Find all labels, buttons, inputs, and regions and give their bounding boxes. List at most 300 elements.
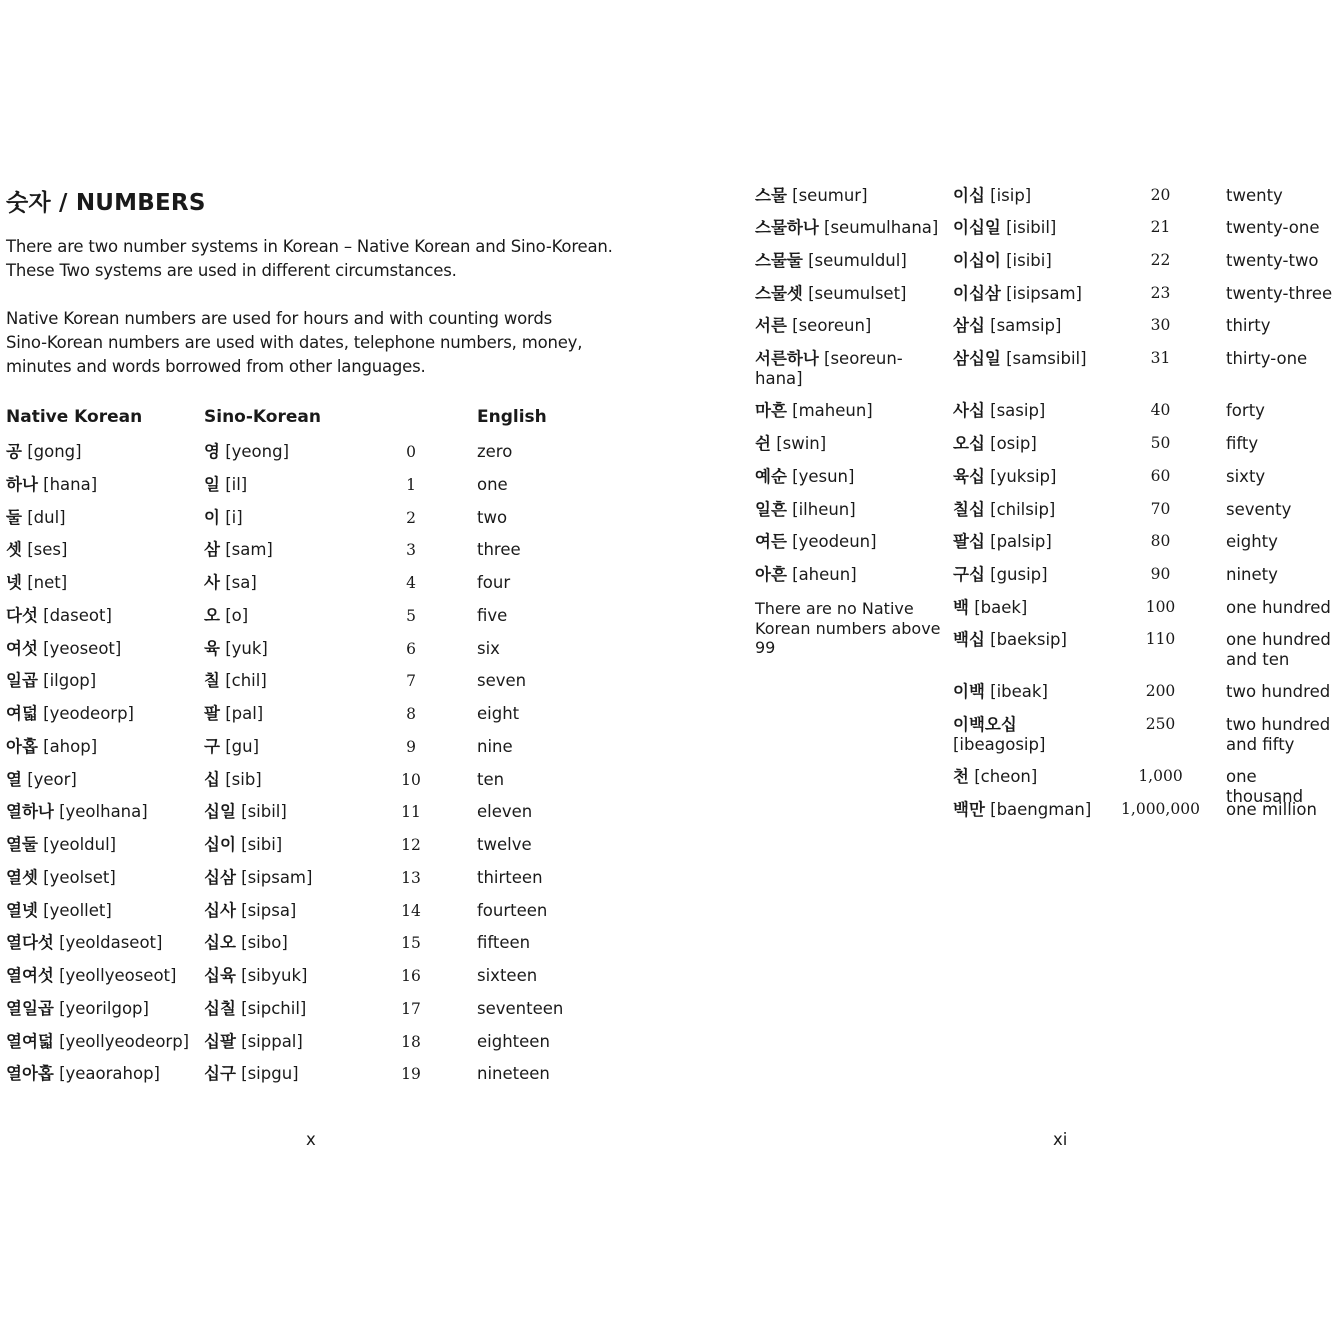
table-row [0, 800, 668, 830]
sino-hangul: 백만 [953, 800, 985, 819]
native-hangul: 다섯 [6, 605, 38, 625]
english-cell: two hundred [1226, 682, 1331, 701]
sino-korean-cell [953, 218, 1113, 238]
native-romanization: [yeodeun] [786, 532, 877, 551]
sino-korean-cell [204, 473, 247, 497]
sino-hangul: 일 [204, 474, 220, 494]
english-cell: sixty [1226, 467, 1266, 486]
table-row [0, 866, 668, 896]
english-cell: eighteen [477, 1031, 550, 1051]
native-hangul: 공 [6, 442, 22, 461]
table-row [0, 899, 668, 929]
sino-korean-cell [204, 899, 296, 923]
native-romanization: [maheun] [786, 401, 873, 420]
numeral-cell: 16 [401, 967, 421, 985]
page-title: 숫자 / NUMBERS [6, 190, 206, 216]
sino-hangul: 삼십 [953, 316, 985, 335]
english-cell: fourteen [477, 900, 548, 920]
sino-korean-cell [204, 800, 287, 824]
intro-line: Native Korean numbers are used for hours and with counting words [6, 309, 553, 328]
english-cell: eight [477, 704, 520, 723]
left-page [0, 0, 668, 1337]
table-row [0, 1062, 668, 1092]
sino-romanization: [baeksip] [984, 630, 1067, 649]
native-korean-cell [6, 735, 97, 759]
english-cell: ninety [1226, 565, 1278, 584]
table-row [0, 768, 668, 798]
native-hangul: 여덟 [6, 704, 38, 723]
english-cell: two hundred and fifty [1226, 715, 1331, 754]
english-cell: twenty-three [1226, 284, 1333, 303]
native-hangul: 일곱 [6, 671, 38, 691]
numeral-cell: 70 [1150, 500, 1171, 518]
sino-korean-cell [953, 682, 1113, 702]
sino-hangul: 이 [204, 507, 220, 527]
sino-korean-cell [204, 735, 259, 759]
native-romanization: [dul] [21, 507, 66, 527]
header-english: English [477, 407, 547, 427]
native-korean-cell [6, 604, 112, 628]
sino-romanization: [ibeak] [984, 682, 1048, 701]
numeral-cell: 10 [401, 770, 421, 789]
sino-hangul: 이백오십 [953, 715, 1017, 734]
native-korean-cell [755, 401, 947, 421]
sino-romanization: [osip] [984, 434, 1037, 453]
sino-romanization: [yuk] [219, 638, 268, 658]
sino-hangul: 칠십 [953, 500, 985, 519]
sino-romanization: [sam] [219, 540, 273, 560]
native-korean-cell [755, 349, 947, 388]
sino-korean-cell [204, 571, 257, 595]
numeral-cell: 9 [406, 737, 416, 756]
sino-hangul: 십팔 [204, 1031, 236, 1051]
english-cell: twenty-two [1226, 251, 1319, 270]
english-cell: nineteen [477, 1064, 550, 1084]
native-romanization: [ses] [21, 540, 68, 560]
numeral-cell: 15 [401, 934, 421, 953]
sino-hangul: 오십 [953, 434, 985, 453]
sino-korean-cell [953, 565, 1113, 585]
sino-romanization: [sipsa] [235, 900, 297, 920]
sino-hangul: 이십삼 [953, 284, 1001, 303]
native-romanization: [gong] [21, 442, 82, 461]
sino-korean-cell [953, 715, 1113, 754]
sino-korean-cell [953, 434, 1113, 454]
numeral-cell: 14 [401, 901, 421, 920]
sino-romanization: [ibeagosip] [953, 734, 1046, 754]
sino-hangul: 백 [953, 598, 969, 617]
sino-romanization: [isip] [984, 186, 1032, 205]
sino-korean-cell [204, 964, 307, 988]
sino-korean-cell [204, 866, 312, 890]
native-korean-cell [755, 565, 947, 585]
table-row [0, 702, 668, 732]
native-hangul: 하나 [6, 474, 38, 494]
native-hangul: 스물 [755, 186, 787, 205]
native-hangul: 여든 [755, 532, 787, 551]
native-korean-cell [755, 218, 947, 238]
sino-korean-cell [953, 598, 1113, 618]
english-cell: twenty [1226, 186, 1283, 205]
native-korean-cell [755, 434, 947, 454]
sino-romanization: [baengman] [984, 800, 1092, 819]
native-korean-cell [6, 473, 97, 497]
sino-romanization: [isipsam] [1000, 284, 1082, 303]
sino-hangul: 팔십 [953, 532, 985, 551]
sino-hangul: 영 [204, 442, 220, 461]
sino-romanization: [samsibil] [1000, 349, 1087, 368]
table-row [0, 735, 668, 765]
table-row [0, 964, 668, 994]
sino-hangul: 십오 [204, 933, 236, 953]
table-row [0, 931, 668, 961]
native-korean-cell [6, 899, 112, 923]
english-cell: fifty [1226, 434, 1259, 453]
sino-korean-cell [953, 401, 1113, 421]
sino-romanization: [sippal] [235, 1031, 303, 1051]
native-romanization: [seumur] [786, 186, 868, 205]
sino-hangul: 육십 [953, 467, 985, 486]
native-hangul: 열다섯 [6, 933, 54, 953]
numeral-cell: 31 [1150, 349, 1171, 367]
native-korean-cell [6, 637, 121, 661]
table-row [0, 571, 668, 601]
sino-hangul: 십사 [204, 900, 236, 920]
numeral-cell: 6 [406, 639, 416, 658]
native-korean-cell [6, 964, 176, 988]
native-romanization: [yeor] [21, 769, 77, 789]
native-hangul: 예순 [755, 467, 787, 486]
numeral-cell: 17 [401, 999, 421, 1018]
sino-korean-cell [204, 538, 273, 562]
numeral-cell: 110 [1145, 630, 1176, 648]
sino-korean-cell [204, 637, 268, 661]
numeral-cell: 90 [1150, 565, 1171, 583]
native-romanization: [yeoldaseot] [53, 933, 163, 953]
sino-romanization: [gu] [219, 736, 260, 756]
native-korean-cell [6, 702, 134, 726]
numeral-cell: 1 [406, 475, 416, 494]
header-native-korean: Native Korean [6, 407, 143, 427]
english-cell: seventy [1226, 500, 1292, 519]
numeral-cell: 40 [1150, 401, 1171, 419]
numeral-cell: 2 [406, 508, 416, 527]
native-romanization: [yeaorahop] [53, 1064, 160, 1084]
numeral-cell: 1,000 [1138, 767, 1183, 785]
native-korean-cell [755, 316, 947, 336]
numeral-cell: 100 [1145, 598, 1176, 616]
native-romanization: [aheun] [786, 565, 857, 584]
native-hangul: 열일곱 [6, 998, 54, 1018]
english-cell: three [477, 540, 521, 560]
sino-korean-cell [204, 702, 263, 726]
native-hangul: 서른하나 [755, 349, 819, 368]
sino-korean-cell [204, 1030, 303, 1054]
sino-romanization: [chilsip] [984, 500, 1056, 519]
native-korean-cell [755, 186, 947, 206]
sino-korean-cell [953, 767, 1113, 787]
native-romanization: [ilgop] [37, 671, 97, 691]
native-romanization: [ilheun] [786, 500, 856, 519]
sino-romanization: [samsip] [984, 316, 1062, 335]
numeral-cell: 19 [401, 1065, 421, 1084]
native-korean-cell [6, 866, 116, 890]
native-romanization: [seumulhana] [818, 218, 939, 237]
native-romanization: [yeoseot] [37, 638, 122, 658]
native-romanization: [net] [21, 573, 68, 592]
english-cell: fifteen [477, 933, 531, 953]
sino-korean-cell [953, 284, 1113, 304]
native-romanization: [seoreun] [786, 316, 872, 335]
native-korean-cell [6, 538, 67, 562]
sino-romanization: [yeong] [219, 442, 290, 461]
native-korean-cell [755, 500, 947, 520]
numeral-cell: 23 [1150, 284, 1171, 302]
native-romanization: [yeolhana] [53, 802, 148, 822]
table-row [0, 506, 668, 536]
numeral-cell: 0 [406, 443, 416, 461]
native-hangul: 스물하나 [755, 218, 819, 237]
numeral-cell: 3 [406, 541, 416, 560]
native-hangul: 열넷 [6, 900, 38, 920]
english-cell: thirty [1226, 316, 1271, 335]
sino-hangul: 십 [204, 769, 220, 789]
english-cell: nine [477, 736, 513, 756]
numeral-cell: 22 [1150, 251, 1171, 269]
sino-hangul: 육 [204, 638, 220, 658]
numeral-cell: 8 [406, 705, 416, 723]
native-korean-cell [6, 833, 116, 857]
sino-korean-cell [204, 833, 282, 857]
intro-line: These Two systems are used in different circumstances. [6, 261, 457, 280]
sino-romanization: [baek] [968, 598, 1028, 617]
native-hangul: 열하나 [6, 802, 54, 822]
native-hangul: 스물셋 [755, 284, 803, 303]
numeral-cell: 60 [1150, 467, 1171, 485]
english-cell: eighty [1226, 532, 1278, 551]
sino-hangul: 이십일 [953, 218, 1001, 237]
english-cell: twenty-one [1226, 218, 1320, 237]
table-row [0, 637, 668, 667]
table-row [0, 473, 668, 503]
sino-hangul: 이십 [953, 186, 985, 205]
sino-romanization: [cheon] [968, 767, 1038, 786]
sino-romanization: [il] [219, 474, 248, 494]
english-cell: thirty-one [1226, 349, 1308, 368]
numeral-cell: 21 [1150, 218, 1171, 236]
native-hangul: 아흔 [755, 565, 787, 584]
sino-romanization: [sibil] [235, 802, 287, 822]
numeral-cell: 200 [1145, 682, 1176, 700]
sino-korean-cell [204, 604, 248, 628]
native-hangul: 열아홉 [6, 1064, 54, 1084]
native-romanization: [yeodeorp] [37, 704, 134, 723]
sino-romanization: [o] [219, 605, 249, 625]
sino-korean-cell [953, 316, 1113, 336]
native-romanization: [yeollyeoseot] [53, 966, 177, 985]
sino-romanization: [palsip] [984, 532, 1052, 551]
native-korean-cell [6, 571, 67, 595]
sino-romanization: [sibyuk] [235, 966, 308, 985]
sino-hangul: 십일 [204, 802, 236, 822]
native-korean-cell [6, 931, 162, 955]
sino-korean-cell [953, 800, 1113, 820]
native-hangul: 넷 [6, 573, 22, 592]
sino-korean-cell [204, 1062, 299, 1086]
numeral-cell: 80 [1150, 532, 1171, 550]
native-hangul: 여섯 [6, 638, 38, 658]
numeral-cell: 13 [401, 868, 421, 887]
sino-korean-cell [204, 506, 243, 530]
native-hangul: 셋 [6, 540, 22, 560]
sino-hangul: 팔 [204, 704, 220, 723]
sino-hangul: 십육 [204, 966, 236, 985]
native-romanization: [yeollet] [37, 900, 112, 920]
sino-hangul: 사 [204, 573, 220, 592]
table-row [0, 538, 668, 568]
sino-hangul: 구십 [953, 565, 985, 584]
sino-romanization: [chil] [219, 671, 267, 691]
sino-romanization: [gusip] [984, 565, 1048, 584]
intro-paragraph-1 [6, 235, 613, 283]
native-korean-cell [6, 997, 149, 1021]
native-korean-cell [6, 506, 66, 530]
sino-korean-cell [953, 467, 1113, 487]
native-korean-cell [755, 284, 947, 304]
native-romanization: [seumulset] [802, 284, 907, 303]
native-hangul: 둘 [6, 507, 22, 527]
sino-korean-cell [953, 349, 1113, 369]
numeral-cell: 4 [406, 574, 416, 592]
sino-romanization: [sib] [219, 769, 262, 789]
sino-romanization: [sipgu] [235, 1064, 299, 1084]
sino-korean-cell [204, 440, 289, 464]
native-hangul: 서른 [755, 316, 787, 335]
table-row [0, 1030, 668, 1060]
english-cell: seventeen [477, 998, 564, 1018]
intro-line: There are two number systems in Korean – Native Korean and Sino-Korean. [6, 237, 613, 256]
sino-romanization: [sibo] [235, 933, 288, 953]
native-korean-cell [6, 800, 148, 824]
page-number-right: xi [1053, 1130, 1068, 1149]
english-cell: one hundred and ten [1226, 630, 1331, 669]
sino-romanization: [sipsam] [235, 867, 313, 887]
sino-romanization: [yuksip] [984, 467, 1057, 486]
english-cell: one million [1226, 800, 1317, 819]
english-cell: eleven [477, 802, 533, 822]
native-hangul: 일흔 [755, 500, 787, 519]
sino-hangul: 구 [204, 736, 220, 756]
native-romanization: [swin] [770, 434, 827, 453]
english-cell: two [477, 507, 508, 527]
english-cell: forty [1226, 401, 1265, 420]
sino-romanization: [sipchil] [235, 998, 307, 1018]
english-cell: one hundred [1226, 598, 1331, 617]
native-korean-cell [6, 1062, 160, 1086]
english-cell: ten [477, 769, 505, 789]
sino-hangul: 사십 [953, 401, 985, 420]
native-hangul: 열여섯 [6, 966, 54, 985]
sino-korean-cell [953, 251, 1113, 271]
sino-hangul: 칠 [204, 671, 220, 691]
numeral-cell: 5 [406, 606, 416, 625]
sino-romanization: [isibil] [1000, 218, 1057, 237]
numeral-cell: 250 [1145, 715, 1176, 733]
sino-hangul: 오 [204, 605, 220, 625]
native-romanization: [yeorilgop] [53, 998, 149, 1018]
sino-hangul: 백십 [953, 630, 985, 649]
native-hangul: 열 [6, 769, 22, 789]
native-hangul: 열둘 [6, 835, 38, 854]
table-row [0, 604, 668, 634]
native-hangul: 열셋 [6, 867, 38, 887]
sino-romanization: [sa] [219, 573, 257, 592]
sino-hangul: 삼십일 [953, 349, 1001, 368]
english-cell: five [477, 605, 508, 625]
native-hangul: 마흔 [755, 401, 787, 420]
native-romanization: [yeoldul] [37, 835, 117, 854]
sino-korean-cell [204, 931, 288, 955]
native-romanization: [daseot] [37, 605, 112, 625]
table-row [0, 833, 668, 863]
native-korean-cell [755, 532, 947, 552]
native-hangul: 스물둘 [755, 251, 803, 270]
numeral-cell: 20 [1150, 186, 1171, 204]
native-romanization: [ahop] [37, 736, 98, 756]
header-sino-korean: Sino-Korean [204, 407, 321, 427]
sino-korean-cell [953, 500, 1113, 520]
native-hangul: 쉰 [755, 434, 771, 453]
table-row [0, 669, 668, 699]
english-cell: four [477, 573, 511, 592]
english-cell: thirteen [477, 867, 543, 887]
sino-romanization: [pal] [219, 704, 264, 723]
native-romanization: [yeolset] [37, 867, 116, 887]
sino-korean-cell [204, 669, 267, 693]
native-korean-cell [6, 440, 82, 464]
native-romanization: [seumuldul] [802, 251, 907, 270]
english-cell: one [477, 474, 508, 494]
sino-korean-cell [953, 186, 1113, 206]
numeral-cell: 12 [401, 836, 421, 854]
numeral-cell: 18 [401, 1032, 421, 1051]
native-korean-cell [755, 251, 947, 271]
native-korean-cell [6, 669, 96, 693]
native-romanization: [hana] [37, 474, 98, 494]
native-hangul: 열여덟 [6, 1031, 54, 1051]
numeral-cell: 11 [401, 803, 421, 822]
sino-romanization: [isibi] [1000, 251, 1052, 270]
native-korean-cell [755, 467, 947, 487]
numeral-cell: 1,000,000 [1121, 800, 1200, 818]
sino-romanization: [sibi] [235, 835, 283, 854]
sino-korean-cell [204, 768, 262, 792]
sino-hangul: 십칠 [204, 998, 236, 1018]
table-row [0, 440, 668, 470]
sino-hangul: 십구 [204, 1064, 236, 1084]
native-romanization: [seoreun-hana] [755, 349, 903, 388]
sino-korean-cell [204, 997, 306, 1021]
numeral-cell: 50 [1150, 434, 1171, 452]
sino-hangul: 십이 [204, 835, 236, 854]
sino-hangul: 이십이 [953, 251, 1001, 270]
intro-line: Sino-Korean numbers are used with dates, telephone numbers, money, [6, 333, 583, 352]
intro-line: minutes and words borrowed from other languages. [6, 357, 426, 376]
page-number-left: x [306, 1130, 316, 1149]
sino-korean-cell [953, 532, 1113, 552]
sino-hangul: 십삼 [204, 867, 236, 887]
english-cell: zero [477, 442, 513, 461]
